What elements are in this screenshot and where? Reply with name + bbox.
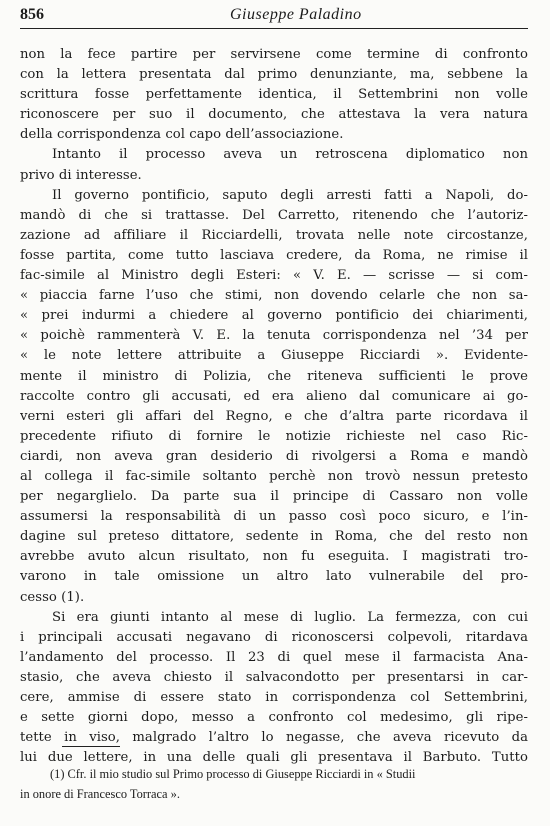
text-line: mandò di che si trattasse. Del Carretto, ritenendo che l’autoriz-	[20, 207, 528, 223]
footnote-separator	[62, 746, 120, 747]
text-line: riconoscere per suo il documento, che attestava la vera natura	[20, 107, 528, 123]
text-line: non la fece partire per servirsene come termine di confronto	[20, 47, 528, 62]
text-line: dagine sul preteso dittatore, sedente in Roma, che del resto non	[20, 529, 528, 545]
text-line: zazione ad affiliare il Ricciardelli, trovata nelle note circostanze,	[20, 227, 528, 243]
text-line: tette in viso, malgrado l’altro lo negasse, che aveva ricevuto da	[20, 730, 528, 746]
text-line: i principali accusati negavano di riconoscersi colpevoli, ritardava	[20, 629, 528, 645]
page-header	[20, 6, 528, 29]
text-line: per negarglielo. Da parte sua il principe di Cassaro non volle	[20, 489, 528, 505]
footnote-line: (1) Cfr. il mio studio sul Primo processo di Giuseppe Ricciardi in « Studii	[50, 767, 416, 781]
text-line: fac-simile al Ministro degli Esteri: « V. E. — scrisse — si com-	[20, 268, 528, 284]
text-line: Intanto il processo aveva un retroscena diplomatico non	[52, 147, 528, 163]
text-line: verni esteri gli affari del Regno, e che d’altra parte ricordava il	[20, 408, 528, 424]
text-line: « le note lettere attribuite a Giuseppe Ricciardi ». Evidente-	[20, 348, 528, 364]
text-line: « prei indurmi a chiedere al governo pontificio dei chiarimenti,	[20, 308, 528, 324]
text-line: assumersi la responsabilità di un passo così poco sicuro, e l’in-	[20, 509, 528, 525]
text-line: con la lettera presentata dal primo denunziante, ma, sebbene la	[20, 67, 528, 83]
text-line: « poichè rammenterà V. E. la tenuta corrispondenza nel ’34 per	[20, 328, 528, 344]
text-line: « piaccia farne l’uso che stimi, non dovendo celarle che non sa-	[20, 288, 528, 304]
text-line: varono in tale omissione un altro lato vulnerabile del pro-	[20, 569, 528, 585]
text-line: Il governo pontificio, saputo degli arresti fatti a Napoli, do-	[52, 187, 528, 203]
text-line: avrebbe avuto alcun risultato, non fu eseguita. I magistrati tro-	[20, 549, 528, 565]
running-title: Giuseppe Paladino	[230, 6, 362, 23]
text-line: privo di interesse.	[20, 167, 142, 183]
text-line: al collega il fac-simile soltanto perchè non trovò nessun pretesto	[20, 468, 528, 484]
text-line: scrittura fosse perfettamente identica, il Settembrini non volle	[20, 87, 528, 103]
text-line: fosse partita, come tutto lasciava credere, da Roma, ne rimise il	[20, 247, 528, 263]
page-number: 856	[20, 6, 44, 23]
text-line: stasio, che aveva chiesto il salvacondotto per presentarsi in car-	[20, 669, 528, 685]
text-line: e sette giorni dopo, messo a confronto col medesimo, gli ripe-	[20, 710, 528, 726]
footnote	[20, 764, 528, 804]
text-line: raccolte contro gli accusati, ed era alieno dal comunicare ai go-	[20, 388, 528, 404]
text-line: cesso (1).	[20, 589, 85, 605]
text-line: Si era giunti intanto al mese di luglio. La fermezza, con cui	[52, 609, 528, 625]
text-line: della corrispondenza col capo dell’associazione.	[20, 127, 344, 143]
text-line: cere, ammise di essere stato in corrispondenza col Settembrini,	[20, 690, 528, 705]
text-line: lui due lettere, in una delle quali gli presentava il Barbuto. Tutto	[20, 750, 528, 766]
text-line: l’andamento del processo. Il 23 di quel mese il farmacista Ana-	[20, 649, 528, 665]
text-line: ciardi, non aveva gran desiderio di rivolgersi a Roma e mandò	[20, 448, 528, 464]
text-line: precedente rifiuto di fornire le notizie richieste nel caso Ric-	[20, 428, 528, 444]
body-text	[20, 45, 528, 768]
footnote-line: in onore di Francesco Torraca ».	[20, 787, 180, 801]
text-line: mente il ministro di Polizia, che riteneva sufficienti le prove	[20, 368, 528, 384]
